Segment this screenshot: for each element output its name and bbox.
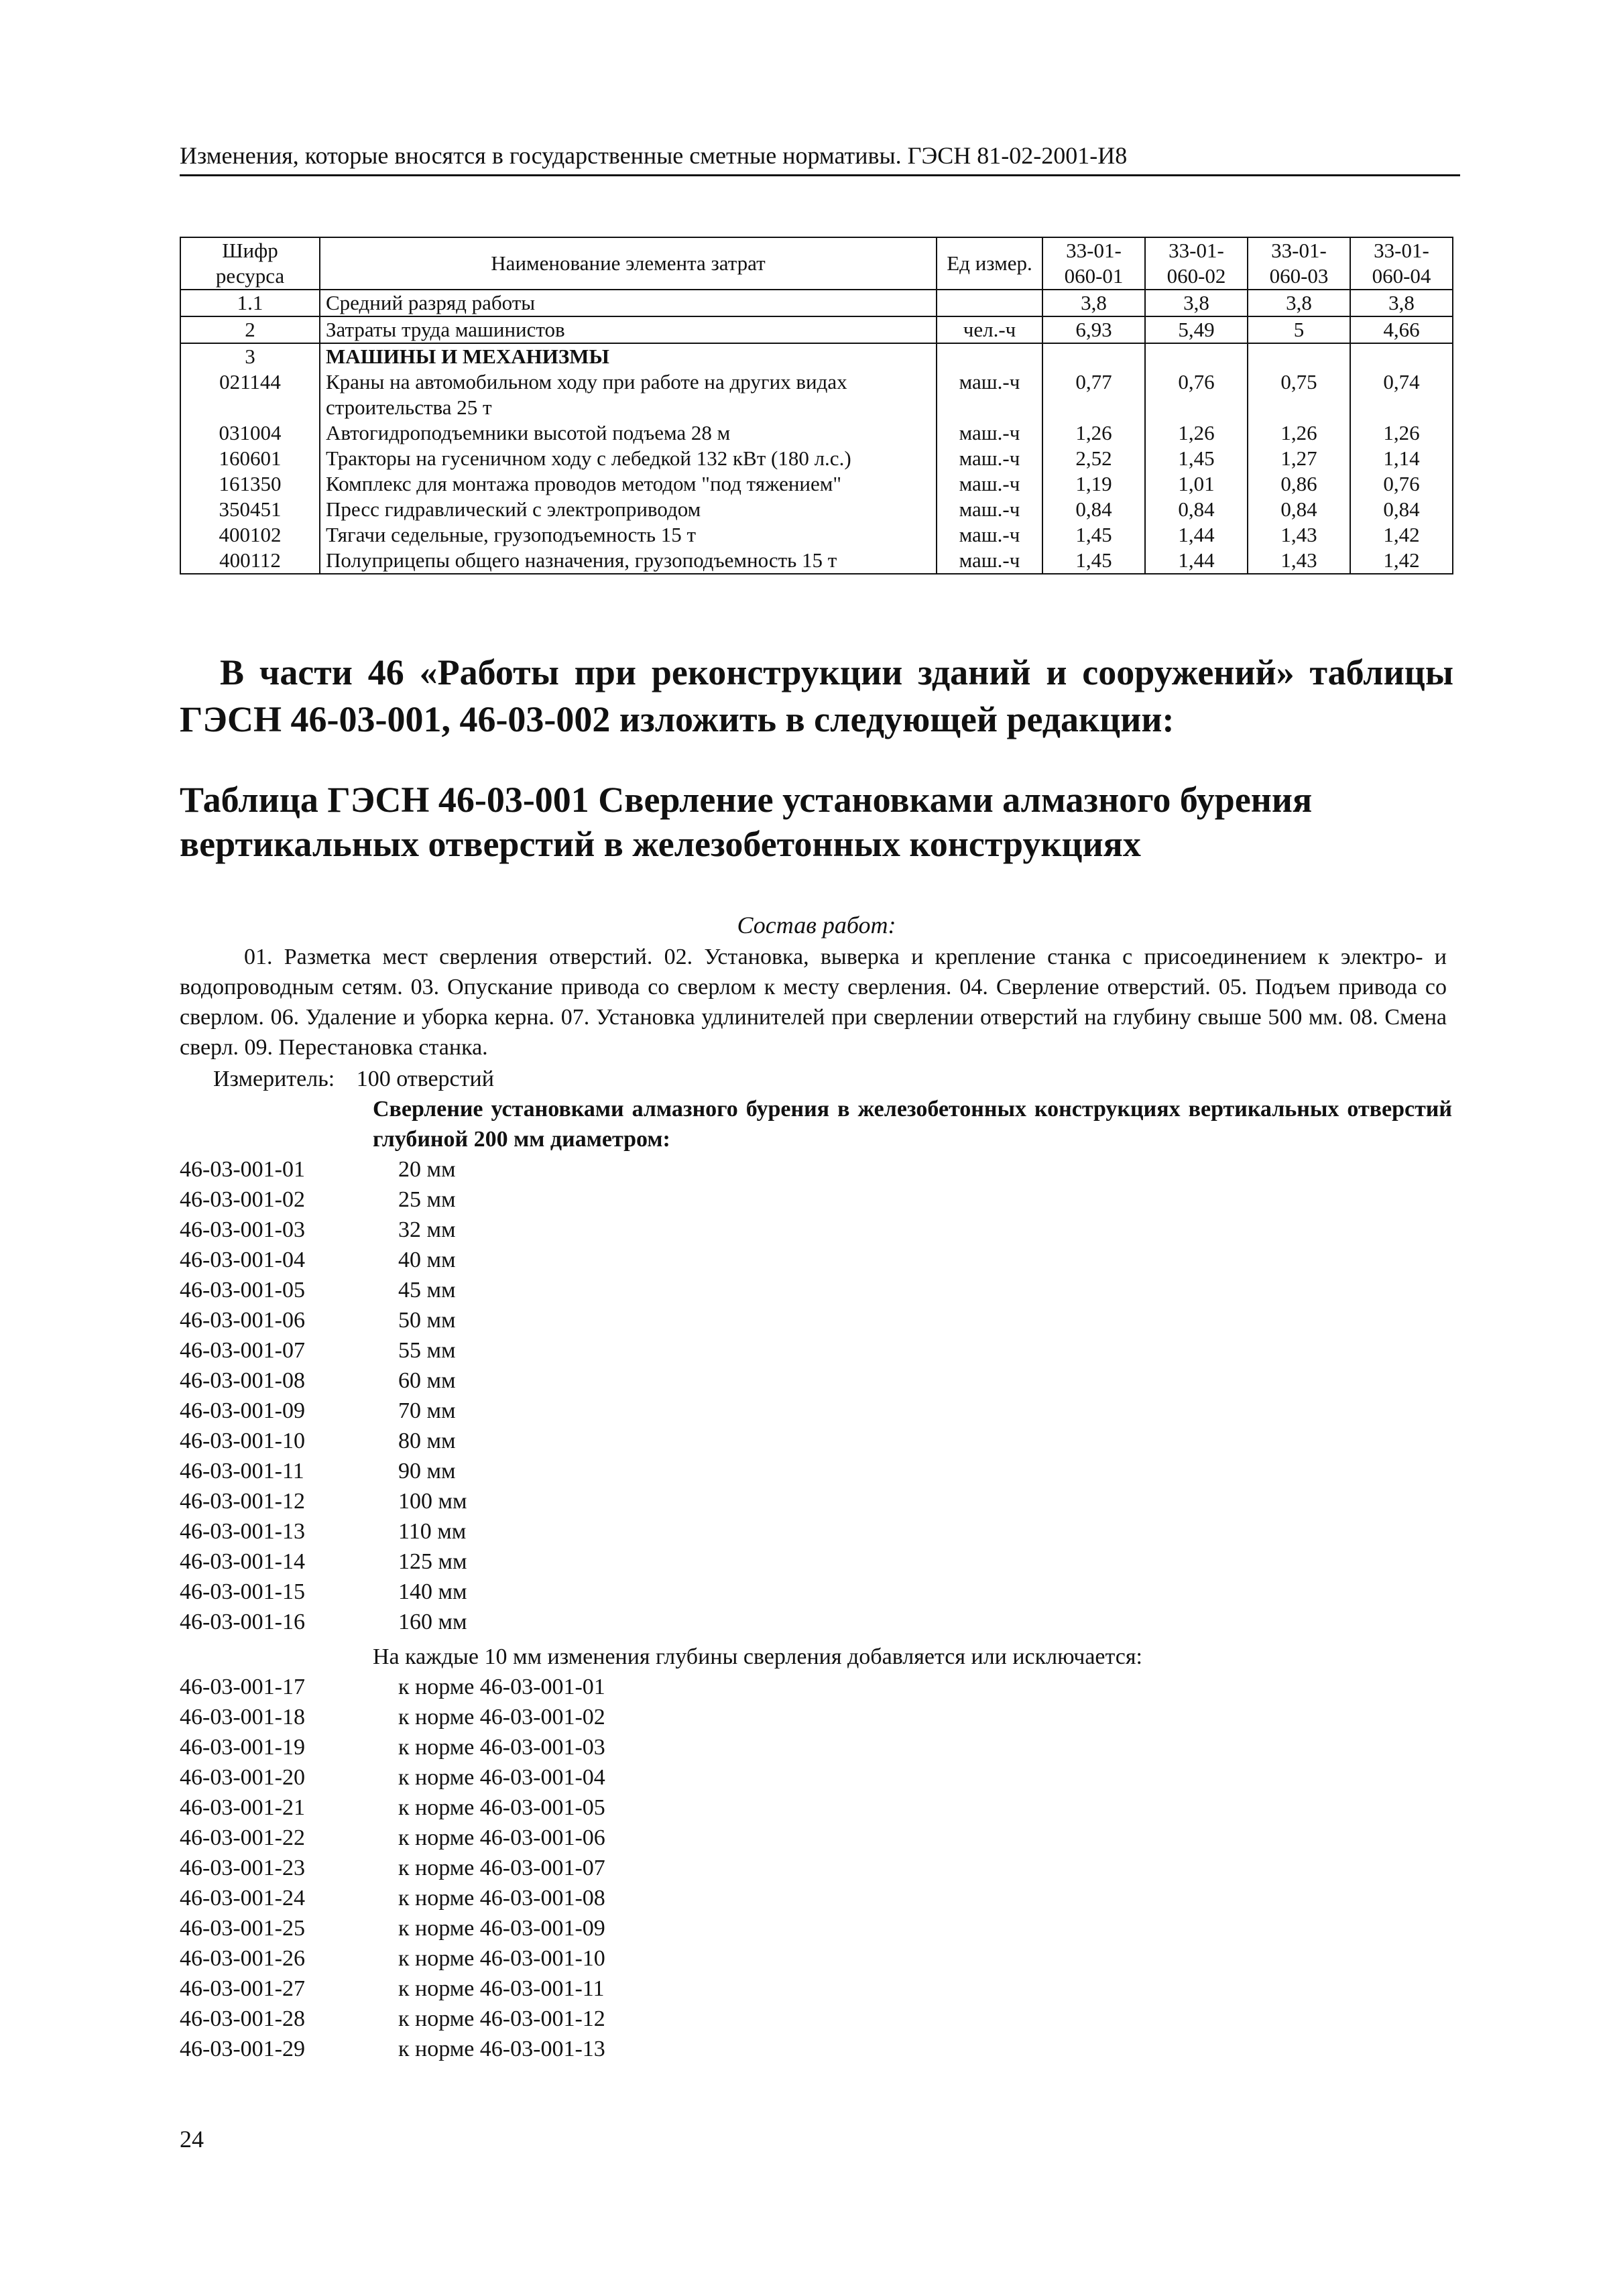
list-item: [180, 1185, 1453, 1215]
resource-value: 1,43: [1248, 548, 1350, 574]
resource-name: Средний разряд работы: [320, 290, 937, 316]
resource-row: [180, 369, 1453, 420]
norm-value: к норме 46-03-001-07: [398, 1856, 605, 1880]
norm-code: 46-03-001-29: [180, 2037, 305, 2061]
resource-code: 2: [180, 316, 320, 343]
norm-code: 46-03-001-10: [180, 1429, 305, 1453]
page-number: 24: [180, 2126, 204, 2153]
list-item: [180, 1577, 1453, 1607]
resource-value: 1,44: [1145, 548, 1248, 574]
resource-value: 1,01: [1145, 471, 1248, 497]
resource-table-header: [180, 237, 1453, 290]
list-item: [180, 1762, 1453, 1793]
resource-value: 1,42: [1350, 522, 1453, 548]
resource-name: Краны на автомобильном ходу при работе на других видах строительства 25 т: [320, 369, 937, 420]
resource-value: 1,44: [1145, 522, 1248, 548]
norm-code: 46-03-001-20: [180, 1765, 305, 1790]
resource-code: 400102: [180, 522, 320, 548]
resource-value: 0,84: [1145, 497, 1248, 522]
norm-code: 46-03-001-17: [180, 1675, 305, 1699]
norm-code: 46-03-001-02: [180, 1187, 305, 1212]
norm-value: 70 мм: [398, 1398, 456, 1423]
norm-value: 55 мм: [398, 1338, 456, 1363]
resource-value: 5,49: [1145, 316, 1248, 343]
col-header-norm-2: 33-01-060-02: [1145, 237, 1248, 290]
list-item: [180, 2034, 1453, 2064]
norm-value: к норме 46-03-001-12: [398, 2006, 605, 2031]
resource-value: 1,45: [1042, 548, 1145, 574]
resource-name: Тракторы на гусеничном ходу с лебедкой 132 кВт (180 л.с.): [320, 446, 937, 471]
resource-row: [180, 548, 1453, 574]
norm-value: к норме 46-03-001-09: [398, 1916, 605, 1941]
list-item: [180, 1396, 1453, 1426]
norm-value: 32 мм: [398, 1217, 456, 1242]
resource-row: [180, 471, 1453, 497]
norm-value: 45 мм: [398, 1278, 456, 1303]
norm-value: 125 мм: [398, 1549, 467, 1574]
norm-code: 46-03-001-19: [180, 1735, 305, 1760]
resource-name: Тягачи седельные, грузоподъемность 15 т: [320, 522, 937, 548]
running-header: Изменения, которые вносятся в государственные сметные нормативы. ГЭСН 81-02-2001-И8: [180, 141, 1460, 176]
resource-value: 0,86: [1248, 471, 1350, 497]
resource-code: 160601: [180, 446, 320, 471]
resource-unit: маш.-ч: [937, 446, 1042, 471]
list-item: [180, 1943, 1453, 1974]
resource-row: [180, 316, 1453, 343]
resource-unit: маш.-ч: [937, 420, 1042, 446]
resource-unit: маш.-ч: [937, 548, 1042, 574]
resource-value: 3,8: [1350, 290, 1453, 316]
norm-code: 46-03-001-24: [180, 1886, 305, 1911]
resource-unit: чел.-ч: [937, 316, 1042, 343]
resource-name: Комплекс для монтажа проводов методом "под тяжением": [320, 471, 937, 497]
resource-value: 1,45: [1145, 446, 1248, 471]
table-title: [180, 778, 1453, 866]
resource-value: 0,76: [1145, 369, 1248, 420]
norm-code: 46-03-001-16: [180, 1610, 305, 1634]
resource-row: [180, 446, 1453, 471]
norm-code: 46-03-001-04: [180, 1248, 305, 1272]
norm-value: к норме 46-03-001-05: [398, 1795, 605, 1820]
resource-value: 1,26: [1350, 420, 1453, 446]
works-text: 01. Разметка мест сверления отверстий. 02. Установка, выверка и крепление станка с присоединением к электро- и водопроводным сетям. 03. Опускание привода со сверлом к месту сверления. 04. Сверление отверстий. 05. Подъем привода со сверлом. 06. Удаление и уборка керна. 07. Установка удлинителей при сверлении отверстий на глубину свыше 500 мм. 08. Смена сверл. 09. Перестановка станка.: [180, 945, 1447, 1060]
resource-row: [180, 522, 1453, 548]
norm-code: 46-03-001-06: [180, 1308, 305, 1333]
list-item: [180, 1516, 1453, 1547]
norm-value: 160 мм: [398, 1610, 467, 1634]
norm-code: 46-03-001-15: [180, 1579, 305, 1604]
resource-value: 0,76: [1350, 471, 1453, 497]
norm-list: [180, 1154, 1453, 1637]
resource-name: Автогидроподъемники высотой подъема 28 м: [320, 420, 937, 446]
resource-value: 0,77: [1042, 369, 1145, 420]
norm-code: 46-03-001-14: [180, 1549, 305, 1574]
norm-code: 46-03-001-05: [180, 1278, 305, 1303]
resource-unit: [937, 343, 1042, 369]
norm-value: 60 мм: [398, 1368, 456, 1393]
resource-value: 5: [1248, 316, 1350, 343]
resource-value: [1248, 343, 1350, 369]
list-item: [180, 1335, 1453, 1366]
meter-value: 100 отверстий: [356, 1067, 494, 1091]
resource-value: 1,14: [1350, 446, 1453, 471]
norm-value: к норме 46-03-001-10: [398, 1946, 605, 1971]
resource-name: Затраты труда машинистов: [320, 316, 937, 343]
resource-code: 031004: [180, 420, 320, 446]
norm-value: к норме 46-03-001-08: [398, 1886, 605, 1911]
norm-code: 46-03-001-01: [180, 1157, 305, 1182]
resource-value: 2,52: [1042, 446, 1145, 471]
norm-value: 140 мм: [398, 1579, 467, 1604]
resource-code: 3: [180, 343, 320, 369]
resource-value: 0,74: [1350, 369, 1453, 420]
resource-row: [180, 290, 1453, 316]
list-item: [180, 1883, 1453, 1913]
list-item: [180, 1913, 1453, 1943]
resource-value: 1,27: [1248, 446, 1350, 471]
resource-value: 3,8: [1248, 290, 1350, 316]
resource-value: 0,84: [1350, 497, 1453, 522]
norm-value: 100 мм: [398, 1489, 467, 1514]
norm-code: 46-03-001-03: [180, 1217, 305, 1242]
norm-value: 40 мм: [398, 1248, 456, 1272]
resource-row: [180, 420, 1453, 446]
list-item: [180, 1426, 1453, 1456]
col-header-norm-4: 33-01-060-04: [1350, 237, 1453, 290]
norm-code: 46-03-001-18: [180, 1705, 305, 1730]
norm-value: к норме 46-03-001-04: [398, 1765, 605, 1790]
resource-value: 1,26: [1042, 420, 1145, 446]
norm-value: 25 мм: [398, 1187, 456, 1212]
resource-value: 6,93: [1042, 316, 1145, 343]
norm-value: к норме 46-03-001-06: [398, 1825, 605, 1850]
table-title-text: Сверление установками алмазного бурения вертикальных отверстий в железобетонных конструкциях: [180, 780, 1313, 864]
resource-value: 1,26: [1145, 420, 1248, 446]
list-item: [180, 1547, 1453, 1577]
resource-table: [180, 237, 1453, 575]
resource-value: 0,84: [1248, 497, 1350, 522]
change-notice: В части 46 «Работы при реконструкции зданий и сооружений» таблицы ГЭСН 46-03-001, 46-03-002 изложить в следующей редакции:: [180, 652, 1453, 739]
list-item: [180, 1486, 1453, 1516]
resource-value: 1,45: [1042, 522, 1145, 548]
norm-value: к норме 46-03-001-02: [398, 1705, 605, 1730]
list-item: [180, 1702, 1453, 1732]
norm-code: 46-03-001-09: [180, 1398, 305, 1423]
list-item: [180, 1793, 1453, 1823]
norm-code: 46-03-001-27: [180, 1976, 305, 2001]
adjustment-list: [180, 1672, 1453, 2064]
meter-label: Измеритель:: [213, 1067, 335, 1091]
resource-unit: [937, 290, 1042, 316]
list-item: [180, 1366, 1453, 1396]
list-item: [180, 1672, 1453, 1702]
col-header-norm-1: 33-01-060-01: [1042, 237, 1145, 290]
resource-code: 021144: [180, 369, 320, 420]
list-item: [180, 2004, 1453, 2034]
list-item: [180, 1154, 1453, 1185]
norm-code: 46-03-001-25: [180, 1916, 305, 1941]
resource-unit: маш.-ч: [937, 369, 1042, 420]
meter: [213, 1064, 494, 1094]
list-item: [180, 1305, 1453, 1335]
resource-unit: маш.-ч: [937, 471, 1042, 497]
resource-row: [180, 343, 1453, 369]
resource-row: [180, 497, 1453, 522]
list-item: [180, 1245, 1453, 1275]
resource-name: Полуприцепы общего назначения, грузоподъемность 15 т: [320, 548, 937, 574]
norm-value: к норме 46-03-001-11: [398, 1976, 605, 2001]
resource-name: Пресс гидравлический с электроприводом: [320, 497, 937, 522]
resource-code: 350451: [180, 497, 320, 522]
sub-heading: На каждые 10 мм изменения глубины сверления добавляется или исключается:: [373, 1644, 1142, 1669]
resource-unit: маш.-ч: [937, 497, 1042, 522]
resource-value: 3,8: [1145, 290, 1248, 316]
resource-name: МАШИНЫ И МЕХАНИЗМЫ: [320, 343, 937, 369]
resource-unit: маш.-ч: [937, 522, 1042, 548]
list-item: [180, 1974, 1453, 2004]
norm-code: 46-03-001-23: [180, 1856, 305, 1880]
col-header-norm-3: 33-01-060-03: [1248, 237, 1350, 290]
resource-value: [1042, 343, 1145, 369]
norm-code: 46-03-001-11: [180, 1459, 304, 1484]
resource-value: 1,43: [1248, 522, 1350, 548]
resource-value: 1,26: [1248, 420, 1350, 446]
resource-code: 1.1: [180, 290, 320, 316]
norm-code: 46-03-001-13: [180, 1519, 305, 1544]
list-item: [180, 1853, 1453, 1883]
norm-value: 110 мм: [398, 1519, 467, 1544]
col-header-name: Наименование элемента затрат: [320, 237, 937, 290]
list-item: [180, 1275, 1453, 1305]
norm-code: 46-03-001-08: [180, 1368, 305, 1393]
resource-value: [1350, 343, 1453, 369]
works-heading: Состав работ:: [737, 912, 896, 939]
resource-value: 1,42: [1350, 548, 1453, 574]
resource-value: 1,19: [1042, 471, 1145, 497]
norm-code: 46-03-001-22: [180, 1825, 305, 1850]
norm-code: 46-03-001-12: [180, 1489, 305, 1514]
norm-code: 46-03-001-26: [180, 1946, 305, 1971]
norm-value: к норме 46-03-001-03: [398, 1735, 605, 1760]
list-item: [180, 1823, 1453, 1853]
group-heading: Сверление установками алмазного бурения в железобетонных конструкциях вертикальных отверстий глубиной 200 мм диаметром:: [373, 1097, 1452, 1152]
resource-value: 0,84: [1042, 497, 1145, 522]
norm-value: 50 мм: [398, 1308, 456, 1333]
col-header-code: Шифр ресурса: [180, 237, 320, 290]
list-item: [180, 1215, 1453, 1245]
norm-code: 46-03-001-21: [180, 1795, 305, 1820]
resource-value: 4,66: [1350, 316, 1453, 343]
resource-code: 161350: [180, 471, 320, 497]
norm-code: 46-03-001-07: [180, 1338, 305, 1363]
norm-value: к норме 46-03-001-01: [398, 1675, 605, 1699]
resource-value: [1145, 343, 1248, 369]
resource-value: 3,8: [1042, 290, 1145, 316]
list-item: [180, 1607, 1453, 1637]
resource-code: 400112: [180, 548, 320, 574]
list-item: [180, 1456, 1453, 1486]
norm-value: 90 мм: [398, 1459, 456, 1484]
table-title-prefix: Таблица ГЭСН 46-03-001: [180, 780, 589, 820]
norm-code: 46-03-001-28: [180, 2006, 305, 2031]
resource-value: 0,75: [1248, 369, 1350, 420]
col-header-unit: Ед измер.: [937, 237, 1042, 290]
list-item: [180, 1732, 1453, 1762]
norm-value: 20 мм: [398, 1157, 456, 1182]
norm-value: к норме 46-03-001-13: [398, 2037, 605, 2061]
norm-value: 80 мм: [398, 1429, 456, 1453]
